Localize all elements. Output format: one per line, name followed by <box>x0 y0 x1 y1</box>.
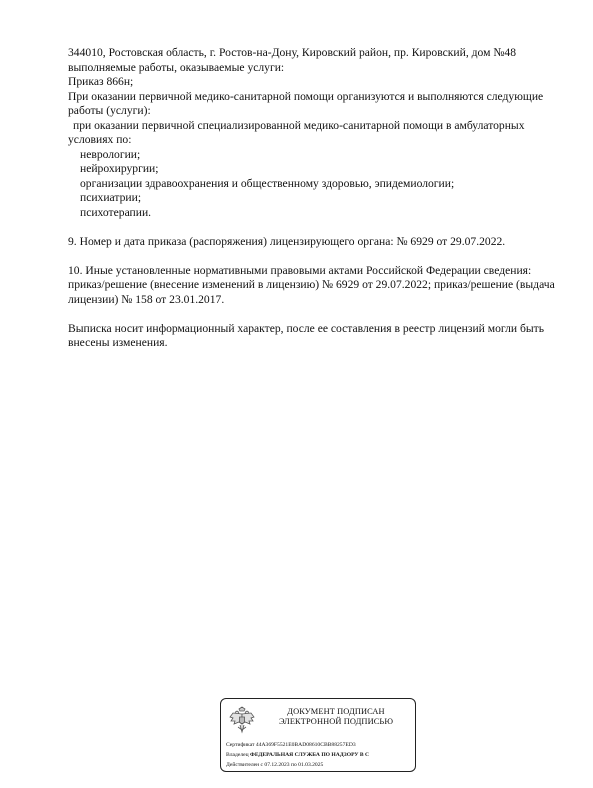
owner-label: Владелец <box>226 752 249 758</box>
stamp-title <box>261 707 411 727</box>
stamp-title-line1: ДОКУМЕНТ ПОДПИСАН <box>287 707 385 716</box>
certificate-row <box>226 742 356 749</box>
certificate-value: 44A369F5521E0BAD08610CBB88257ED3 <box>255 742 356 748</box>
primary-care-line-cont: работы (услуги): <box>68 104 151 117</box>
service-item: психотерапии. <box>80 205 152 219</box>
specialized-care-line: при оказании первичной специализированной медико-санитарной помощи в амбулаторных <box>73 118 525 132</box>
stamp-title-line2: ЭЛЕКТРОННОЙ ПОДПИСЬЮ <box>278 717 394 726</box>
service-item: неврологии; <box>80 147 141 161</box>
primary-care-line: При оказании первичной медико-санитарной помощи организуются и выполняются следующие <box>68 89 544 103</box>
order-line: Приказ 866н; <box>68 75 134 88</box>
notice-line: внесены изменения. <box>68 336 168 349</box>
item-10-line: лицензии) № 158 от 23.01.2017. <box>68 292 225 306</box>
notice-line: Выписка носит информационный характер, после ее составления в реестр лицензий могли быть <box>68 321 544 335</box>
validity-row: Действителен с 07.12.2023 по 01.03.2025 <box>226 762 324 768</box>
service-item: психиатрии; <box>80 191 142 204</box>
owner-row <box>226 752 369 759</box>
address-line: 344010, Ростовская область, г. Ростов-на-Дону, Кировский район, пр. Кировский, дом №48 <box>68 46 516 59</box>
certificate-label: Сертификат <box>226 742 255 748</box>
service-item: нейрохирургии; <box>80 162 159 175</box>
item-10-line: 10. Иные установленные нормативными правовыми актами Российской Федерации сведения: <box>68 263 532 277</box>
electronic-signature-stamp <box>220 698 416 772</box>
item-10-line: приказ/решение (внесение изменений в лицензию) № 6929 от 29.07.2022; приказ/решение (выдача <box>68 278 555 291</box>
service-item: организации здравоохранения и общественному здоровью, эпидемиологии; <box>80 176 455 190</box>
item-9: 9. Номер и дата приказа (распоряжения) лицензирующего органа: № 6929 от 29.07.2022. <box>68 234 506 248</box>
document-body <box>68 46 568 351</box>
specialized-care-line-cont: условиях по: <box>68 133 132 146</box>
works-heading: выполняемые работы, оказываемые услуги: <box>68 60 285 74</box>
owner-value: ФЕДЕРАЛЬНАЯ СЛУЖБА ПО НАДЗОРУ В С <box>250 752 370 758</box>
coat-of-arms-icon <box>227 705 257 735</box>
